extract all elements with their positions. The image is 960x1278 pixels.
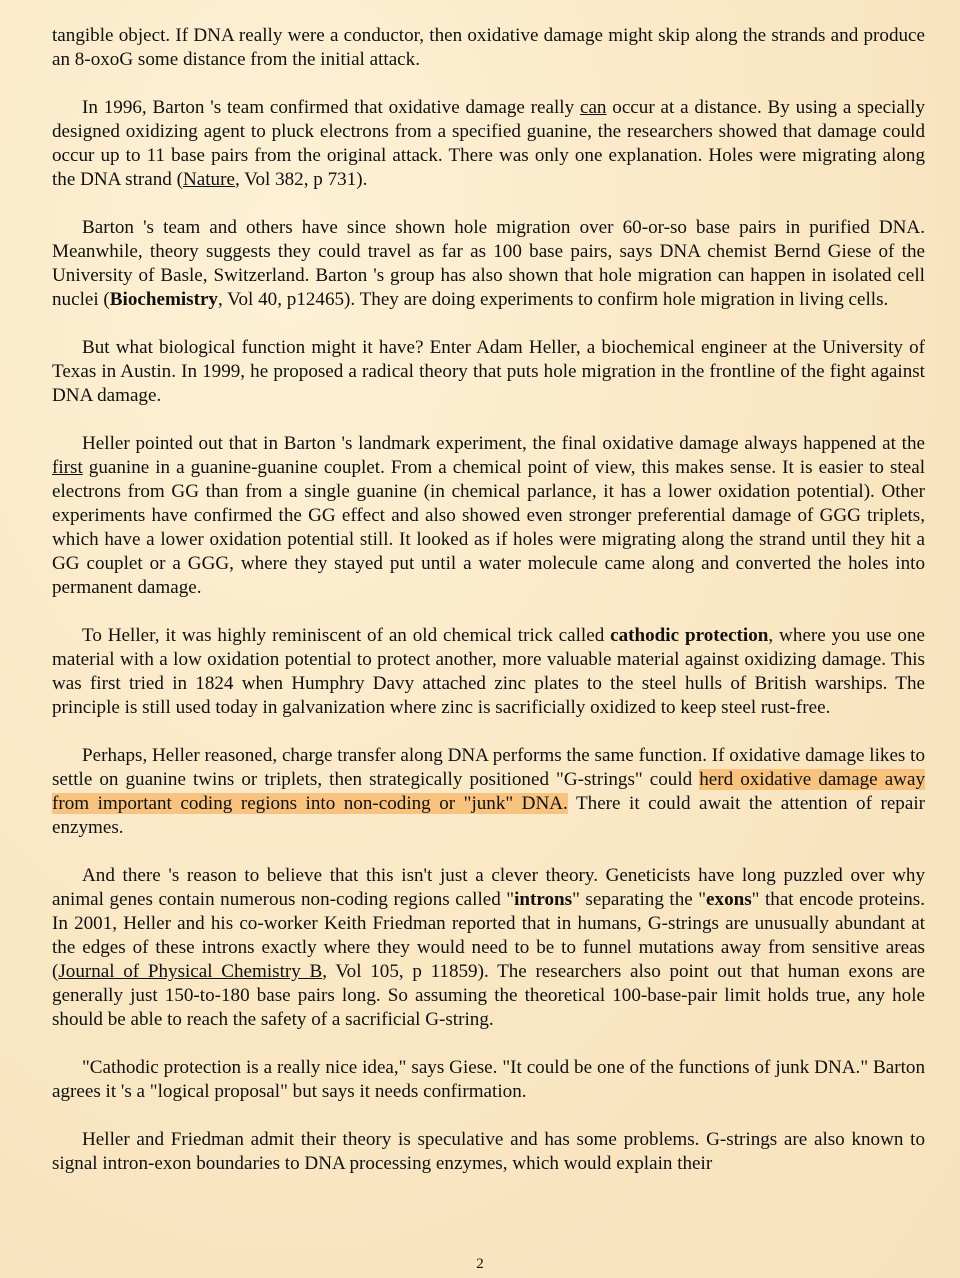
text-segment: guanine in a guanine-guanine couplet. From a chemical point of view, this makes sense. It is easier to steal electrons from GG than from a single guanine (in chemical parlance, it has a lower oxidation potential). Other experiments have confirmed the GG effect and also showed even stronger preferential damage of GGG triplets, which have a lower oxidation potential still. It looked as if holes were migrating along the strand until they hit a GG couplet or a GGG, where they stayed put until a water molecule came along and converted the holes into permanent damage.: [52, 457, 925, 598]
underlined-text: first: [52, 457, 83, 478]
bold-text: Biochemistry: [109, 289, 218, 310]
paragraph-8: [52, 864, 925, 1032]
bold-text: cathodic protection: [610, 625, 769, 646]
text-segment: " separating the ": [572, 889, 707, 910]
underlined-text: Journal of Physical Chemistry B: [58, 961, 323, 982]
text-segment: Heller and Friedman admit their theory is speculative and has some problems. G-strings are also known to signal intron-exon boundaries to DNA processing enzymes, which would explain their: [52, 1129, 925, 1174]
paragraph-1: [52, 24, 925, 72]
underlined-text: Nature: [182, 169, 235, 190]
text-segment: , Vol 40, p12465). They are doing experiments to confirm hole migration in living cells.: [217, 289, 889, 310]
text-segment: occur at a distance. By using a specially designed oxidizing agent to pluck electrons from a specified guanine, the researchers showed that damage could occur up to 11 base pairs from the original attack. There was only one explanation. Holes were migrating along the DNA strand (: [52, 97, 925, 190]
text-segment: Perhaps, Heller reasoned, charge transfer along DNA performs the same function. If oxidative damage likes to settle on guanine twins or triplets, then strategically positioned "G-strings" could: [52, 745, 925, 790]
paragraph-3: [52, 216, 925, 312]
text-segment: There it could await the attention of repair enzymes.: [52, 793, 925, 838]
paragraph-7: [52, 744, 925, 840]
text-segment: tangible object. If DNA really were a conductor, then oxidative damage might skip along the strands and produce an 8-oxoG some distance from the initial attack.: [52, 25, 925, 70]
bold-text: exons: [706, 889, 752, 910]
text-segment: , Vol 105, p 11859). The researchers also point out that human exons are generally just 150-to-180 base pairs long. So assuming the theoretical 100-base-pair limit holds true, any hole should be able to reach the safety of a sacrificial G-string.: [52, 961, 925, 1030]
text-segment: , Vol 382, p 731).: [234, 169, 368, 190]
text-segment: Heller pointed out that in Barton 's landmark experiment, the final oxidative damage always happened at the: [82, 433, 925, 454]
paragraph-5: [52, 432, 925, 600]
paragraph-10: [52, 1128, 925, 1176]
underlined-text: can: [579, 97, 607, 118]
paragraph-2: [52, 96, 925, 192]
paragraph-6: [52, 624, 925, 720]
page-number: 2: [476, 1256, 484, 1272]
text-segment: "Cathodic protection is a really nice idea," says Giese. "It could be one of the functions of junk DNA." Barton agrees it 's a "logical proposal" but says it needs confirmation.: [52, 1057, 925, 1102]
text-segment: Barton 's team and others have since shown hole migration over 60-or-so base pairs in purified DNA. Meanwhile, theory suggests they could travel as far as 100 base pairs, says DNA chemist Bernd Giese of the University of Basle, Switzerland. Barton 's group has also shown that hole migration can happen in isolated cell nuclei (: [52, 217, 925, 310]
text-segment: In 1996, Barton 's team confirmed that oxidative damage really: [82, 97, 580, 118]
bold-text: introns: [514, 889, 573, 910]
paragraph-4: [52, 336, 925, 408]
paragraph-9: [52, 1056, 925, 1104]
text-segment: To Heller, it was highly reminiscent of an old chemical trick called: [82, 625, 611, 646]
document-body: [52, 24, 925, 1200]
text-segment: , where you use one material with a low oxidation potential to protect another, more valuable material against oxidizing damage. This was first tried in 1824 when Humphry Davy attached zinc plates to the steel hulls of British warships. The principle is still used today in galvanization where zinc is sacrificially oxidized to keep steel rust-free.: [52, 625, 925, 718]
text-segment: And there 's reason to believe that this isn't just a clever theory. Geneticists have long puzzled over why animal genes contain numerous non-coding regions called ": [52, 865, 925, 910]
highlighted-text: herd oxidative damage away from important coding regions into non-coding or "junk" DNA.: [52, 769, 925, 814]
text-segment: But what biological function might it have? Enter Adam Heller, a biochemical engineer at the University of Texas in Austin. In 1999, he proposed a radical theory that puts hole migration in the frontline of the fight against DNA damage.: [52, 337, 925, 406]
text-segment: " that encode proteins. In 2001, Heller and his co-worker Keith Friedman reported that in humans, G-strings are unusually abundant at the edges of these introns exactly where they would need to be to funnel mutations away from sensitive areas (: [52, 889, 925, 982]
